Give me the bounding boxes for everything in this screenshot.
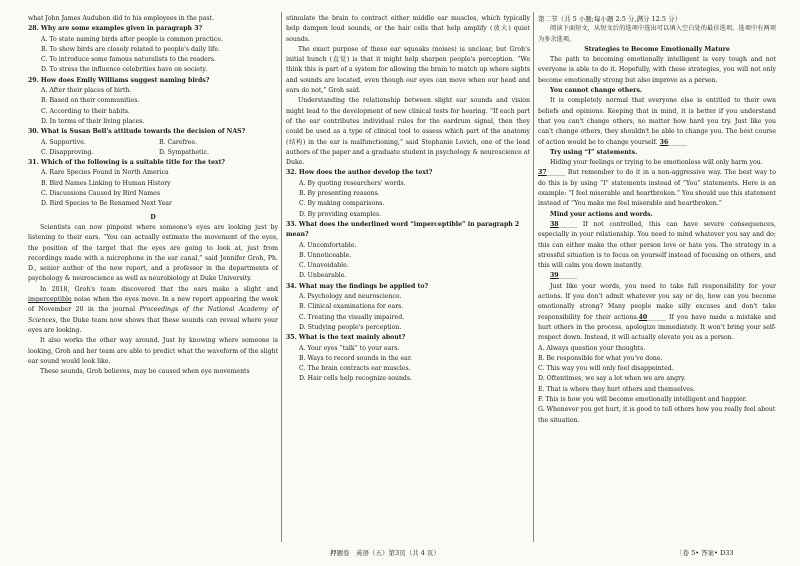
blank-38: 38 <box>550 220 559 228</box>
blank-39-heading: 39______ <box>550 272 578 280</box>
option: D. To stress the influence celebrities have on society. <box>41 66 208 74</box>
section-d-heading: D <box>150 213 156 221</box>
subheading: You cannot change others. <box>550 87 643 95</box>
page-footer: 押题卷 英语（五）第3页（共 4 页） <box>330 549 440 557</box>
passage-paragraph: Hiding your feelings or trying to be emotionless will only harm you. <box>550 159 763 167</box>
option: A. Supportive. <box>41 138 86 146</box>
question-34: 34. What may the findings be applied to? <box>286 282 429 290</box>
passage-paragraph: In 2018, Groh's team discovered that the ears make a slight and imperceptible noise when the eyes move. In a new report appearing the week of November 20 in the journal Proceedings of the National Academy of Sciences, the Duke team now shows that these sounds can reveal where your eyes are looking. <box>28 285 278 334</box>
passage-paragraph: The exact purpose of these ear squeaks (noises) is unclear, but Groh's initial hunch (直觉) is that it might help sharpen people's perception. “We think this is part of a system for allowing the brain to match up where sights and sounds are located, even though our eyes can move when our head and ears do not,” Groh said. <box>286 45 530 95</box>
option: D. Bird Species to Be Renamed Next Year <box>41 200 172 208</box>
option: B. Be responsible for what you've done. <box>538 354 663 362</box>
section-heading: 第二节（共 5 小题;每小题 2.5 分,满分 12.5 分） <box>538 15 682 23</box>
option: B. Unnoticeable. <box>299 251 352 259</box>
option-row <box>28 148 278 158</box>
passage-paragraph: It also works the other way around. Just by knowing where someone is looking, Groh and her team are able to predict what the waveform of the slight ear sound would look like. <box>28 337 278 365</box>
option: C. By making comparisons. <box>299 200 385 208</box>
passage-paragraph: Understanding the relationship between slight ear sounds and vision might lead to the development of new clinical tests for hearing. “If each part of the ear contributes individual rules for the eardrum signal, then they could be used as a type of clinical tool to assess which part of the anatomy (结构) in the ear is malfunctioning,” said Stephanie Lovich, one of the lead authors of the paper and a graduate student in psychology & neuroscience at Duke. <box>286 97 530 167</box>
option: F. This is how you will become emotionally intelligent and happier. <box>538 395 748 403</box>
option: A. Uncomfortable. <box>299 241 357 249</box>
question-33: 33. What does the underlined word “imperceptible” in paragraph 2 mean? <box>286 220 520 239</box>
option: A. Your eyes “talk” to your ears. <box>299 344 400 352</box>
option: A. By quoting researchers' words. <box>299 179 406 187</box>
option: C. To introduce some famous naturalists to the readers. <box>41 56 216 64</box>
option: B. To show birds are closely related to people's daily life. <box>41 45 220 53</box>
option: D. Oftentimes, we say a lot when we are angry. <box>538 375 686 383</box>
option: A. To state naming birds after people is common practice. <box>41 35 223 43</box>
option: D. By providing examples. <box>299 210 382 218</box>
option: C. According to their habits. <box>41 107 130 115</box>
option-row <box>28 138 278 148</box>
option: C. Disapproving. <box>41 148 94 156</box>
question-30: 30. What is Susan Bell's attitude towards the decision of NAS? <box>28 128 246 136</box>
section-instructions: 阅读下面短文，从短文后的选项中选出可以填入空白处的最佳选项。选项中有两项为多余选项。 <box>538 25 776 43</box>
passage-title: Strategies to Become Emotionally Mature <box>584 45 730 53</box>
option: B. Bird Names Linking to Human History <box>41 179 171 187</box>
blank-36: 36 <box>659 138 669 146</box>
option: C. This way you will only feel disappointed. <box>538 365 674 373</box>
option: A. After their places of birth. <box>41 87 132 95</box>
option: B. Carefree. <box>159 138 198 146</box>
option: B. By presenting reasons. <box>299 190 380 198</box>
option: C. Unavoidable. <box>299 262 349 270</box>
question-35: 35. What is the text mainly about? <box>286 334 406 342</box>
option: A. Always question your thoughts. <box>538 344 646 352</box>
blank-40: 40 <box>638 313 648 321</box>
blank-39: 39 <box>550 272 559 280</box>
passage-paragraph: These sounds, Groh believes, may be caused when eye movements <box>40 368 250 376</box>
passage-paragraph: It is completely normal that everyone else is entitled to their own beliefs and opinions. Keeping that in mind, it is better if you understand that you can't change others, no matter how hard you try. Just like you can't change others, they shouldn't be able to change you. The best course of action would be to change yourself. 36______ <box>538 97 776 146</box>
option: B. Ways to record sounds in the ear. <box>299 354 413 362</box>
option: C. The brain contracts ear muscles. <box>299 365 411 373</box>
question-29: 29. How does Emily Williams suggest naming birds? <box>28 76 210 84</box>
passage-paragraph: stimulate the brain to contract either middle ear muscles, which typically help dampen loud sounds, or the hair cells that help amplify (放大) quiet sounds. <box>286 15 530 43</box>
passage-paragraph: 37______ But remember to do it in a non-aggressive way. The best way to do this is by using “I” statements instead of “You” statements. Here is an example: “I feel miserable and heartbroken.” You should use this statement instead of “You make me feel miserable and heartbroken.” <box>538 169 776 208</box>
option: D. In terms of their living places. <box>41 117 145 125</box>
right-column <box>538 14 776 426</box>
option: C. Discussions Caused by Bird Names <box>41 190 161 198</box>
subheading: Try using “I” statements. <box>550 148 638 156</box>
blank-37: 37 <box>538 169 547 177</box>
option: D. Unbearable. <box>299 272 347 280</box>
option: B. Clinical examinations for ears. <box>299 303 404 311</box>
question-31: 31. Which of the following is a suitable title for the text? <box>28 159 226 167</box>
question-32: 32. How does the author develop the text? <box>286 169 433 177</box>
option: E. That is where they hurt others and themselves. <box>538 385 696 393</box>
passage-paragraph: The path to becoming emotionally intelligent is very tough and not everyone is able to do it. Hopefully, with these strategies, you will not only become emotionally strong but also improve as a person. <box>538 56 776 84</box>
underlined-word: imperceptible <box>28 296 72 304</box>
journal-title: Proceedings of the National Academy of Sciences <box>28 306 278 324</box>
middle-column <box>286 14 530 385</box>
option: D. Hair cells help recognize sounds. <box>299 375 413 383</box>
question-28: 28. Why are some examples given in paragraph 3? <box>28 25 203 33</box>
subheading: Mind your actions and words. <box>550 210 653 218</box>
passage-paragraph: Scientists can now pinpoint where someone's eyes are looking just by listening to their ears. “You can actually estimate the movement of the eyes, the position of the target that the eyes are going to look at, just from recordings made with a microphone in the ear canal,” said Jennifer Groh, Ph. D., senior author of the new report, and a professor in the departments of psychology & neuroscience as well as neurobiology at Duke University. <box>28 223 278 283</box>
column-divider <box>533 12 534 542</box>
option: G. Whenever you get hurt, it is good to tell others how you really feel about the situation. <box>538 406 776 424</box>
option: D. Studying people's perception. <box>299 323 402 331</box>
passage-paragraph: 38______ If not controlled, this can have severe consequences, especially in your relationship. You need to mind whatever you say and do; this can either make the other person love or hate you. The strategy in a stressful situation is to focus on yourself instead of focusing on others, and this will calm you down instantly. <box>538 220 776 270</box>
option: C. Treating the visually impaired. <box>299 313 405 321</box>
passage-paragraph: Just like your words, you need to take full responsibility for your actions. If you don't admit whatever you say or do, how can you become emotionally strong? Many people make silly excuses and don't take responsibility for their actions.40______ If you have made a mistake and hurt others in the process, apologize immediately. It won't bring your self-respect down. Instead, it will actually elevate you as a person. <box>538 282 776 342</box>
option: D. Sympathetic. <box>159 148 209 156</box>
option: A. Psychology and neuroscience. <box>299 293 402 301</box>
left-column <box>28 14 278 377</box>
option: B. Based on their communities. <box>41 97 140 105</box>
column-divider <box>281 12 282 542</box>
continued-option-text: what John James Audubon did to his employees in the past. <box>28 15 215 22</box>
option: A. Rare Species Found in North America <box>41 169 169 177</box>
answer-code: 〔卷 5• 答案• D33 <box>676 549 734 557</box>
